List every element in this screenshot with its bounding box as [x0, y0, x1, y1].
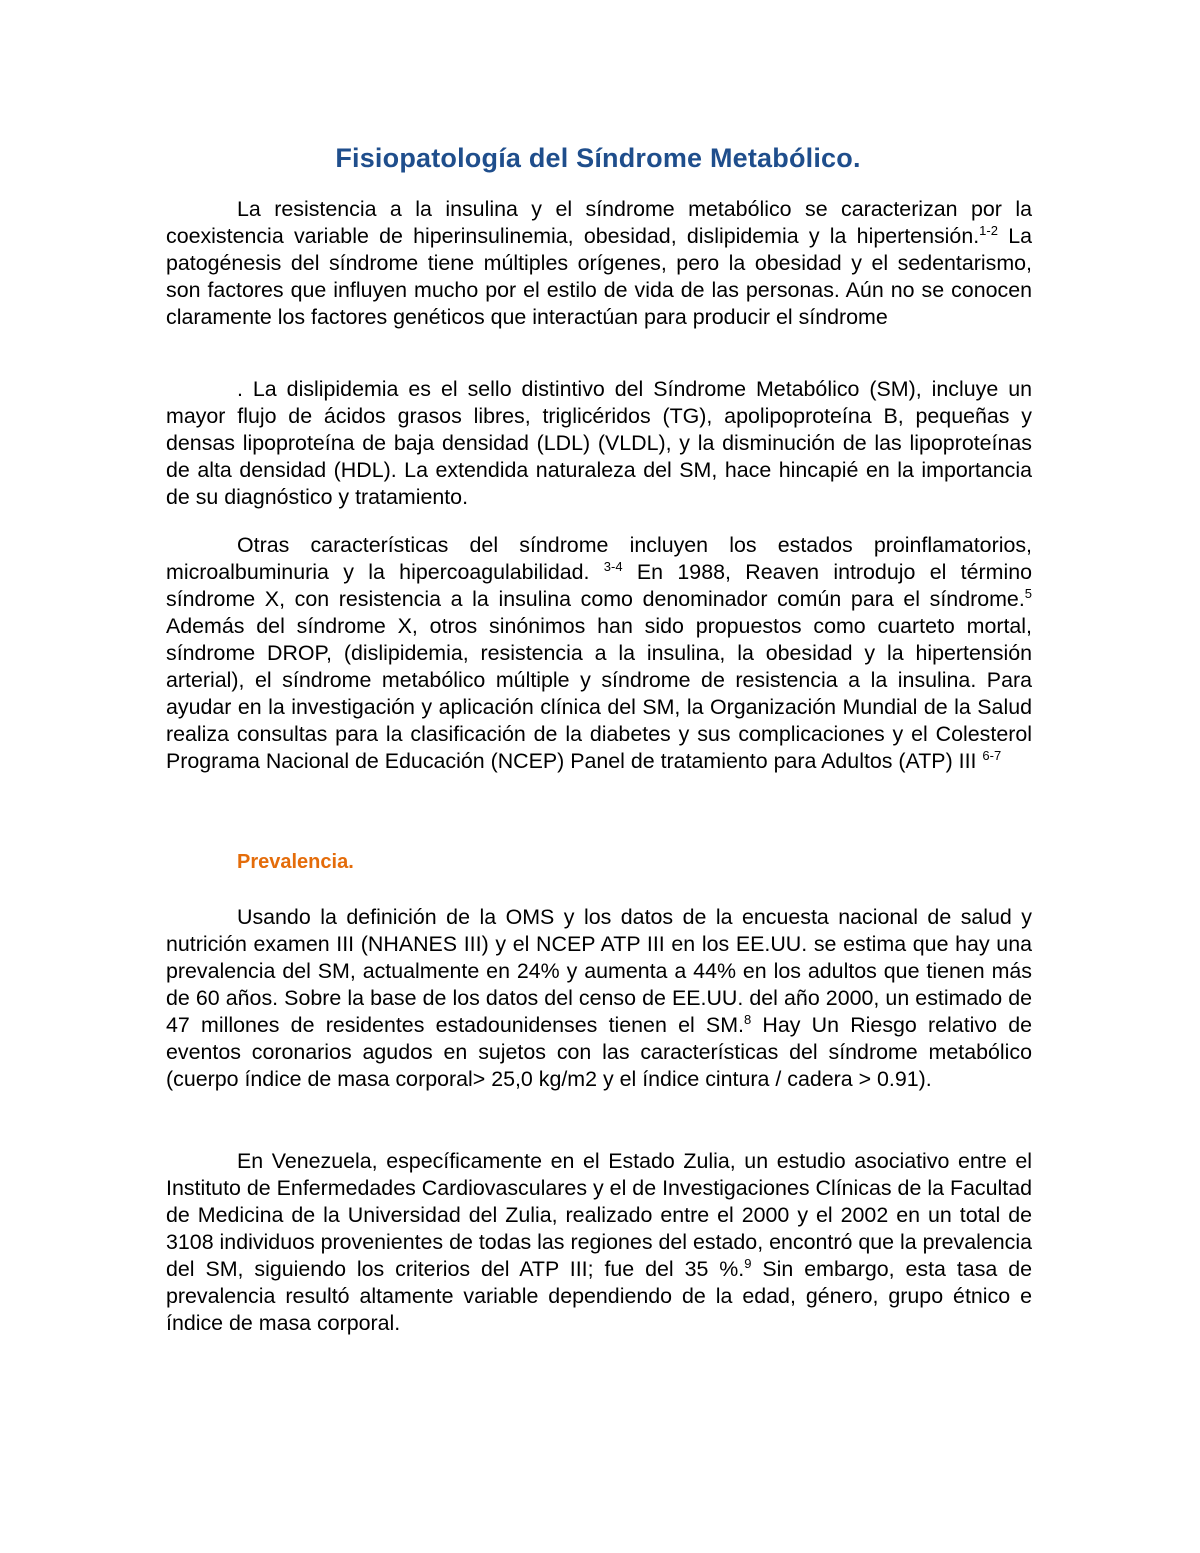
text-run: En 1988, Reaven introdujo el término síndrome X, con resistencia a la insulina como denominador común para el síndrome. — [166, 560, 1032, 611]
paragraph-text — [166, 1148, 1032, 1337]
citation-superscript: 1-2 — [979, 223, 998, 238]
citation-superscript: 9 — [744, 1256, 752, 1271]
paragraph-5 — [166, 1148, 1032, 1337]
paragraph-3 — [166, 532, 1032, 775]
citation-superscript: 3-4 — [603, 559, 623, 574]
text-run: La resistencia a la insulina y el síndrome metabólico se caracterizan por la coexistencia variable de hiperinsulinemia, obesidad, dislipidemia y la hipertensión. — [166, 197, 1032, 248]
paragraph-1 — [166, 196, 1032, 331]
paragraph-2 — [166, 376, 1032, 511]
text-run: . La dislipidemia es el sello distintivo del Síndrome Metabólico (SM), incluye un mayor flujo de ácidos grasos libres, triglicéridos (TG), apolipoproteína B, pequeñas y densas lipoproteína de baja densidad (LDL) (VLDL), y la disminución de las lipoproteínas de alta densidad (HDL). La extendida naturaleza del SM, hace hincapié en la importancia de su diagnóstico y tratamiento. — [166, 377, 1032, 509]
text-run: Además del síndrome X, otros sinónimos han sido propuestos como cuarteto mortal, síndrome DROP, (dislipidemia, resistencia a la insulina, la obesidad y la hipertensión arterial), el síndrome metabólico múltiple y síndrome de resistencia a la insulina. Para ayudar en la investigación y aplicación clínica del SM, la Organización Mundial de la Salud realiza consultas para la clasificación de la diabetes y sus complicaciones y el Colesterol Programa Nacional de Educación (NCEP) Panel de tratamiento para Adultos (ATP) III — [166, 614, 1032, 773]
text-run: Sin embargo, esta tasa de prevalencia resultó altamente variable dependiendo de la edad, género, grupo étnico e índice de masa corporal. — [166, 1257, 1032, 1335]
paragraph-text — [166, 532, 1032, 775]
text-run: La patogénesis del síndrome tiene múltiples orígenes, pero la obesidad y el sedentarismo, son factores que influyen mucho por el estilo de vida de las personas. Aún no se conocen claramente los factores genéticos que interactúan para producir el síndrome — [166, 224, 1032, 329]
paragraph-4 — [166, 904, 1032, 1093]
paragraph-text — [166, 376, 1032, 511]
section-heading-prevalencia: Prevalencia. — [237, 851, 354, 873]
citation-superscript: 8 — [743, 1012, 752, 1027]
text-run: En Venezuela, específicamente en el Estado Zulia, un estudio asociativo entre el Instituto de Enfermedades Cardiovasculares y el de Investigaciones Clínicas de la Facultad de Medicina de la Universidad del Zulia, realizado entre el 2000 y el 2002 en un total de 3108 individuos provenientes de todas las regiones del estado, encontró que la prevalencia del SM, siguiendo los criterios del ATP III; fue del 35 %. — [166, 1149, 1032, 1281]
citation-superscript: 5 — [1024, 586, 1032, 601]
citation-superscript: 6-7 — [982, 748, 1002, 763]
paragraph-text — [166, 904, 1032, 1093]
text-run: Usando la definición de la OMS y los datos de la encuesta nacional de salud y nutrición examen III (NHANES III) y el NCEP ATP III en los EE.UU. se estima que hay una prevalencia del SM, actualmente en 24% y aumenta a 44% en los adultos que tienen más de 60 años. Sobre la base de los datos del censo de EE.UU. del año 2000, un estimado de 47 millones de residentes estadounidenses tienen el SM. — [166, 905, 1032, 1037]
text-run: Otras características del síndrome incluyen los estados proinflamatorios, microalbuminuria y la hipercoagulabilidad. — [166, 533, 1032, 584]
paragraph-text — [166, 196, 1032, 331]
document-title: Fisiopatología del Síndrome Metabólico. — [335, 143, 861, 173]
text-run: Hay Un Riesgo relativo de eventos coronarios agudos en sujetos con las características del síndrome metabólico (cuerpo índice de masa corporal> 25,0 kg/m2 y el índice cintura / cadera > 0.91). — [166, 1013, 1033, 1091]
